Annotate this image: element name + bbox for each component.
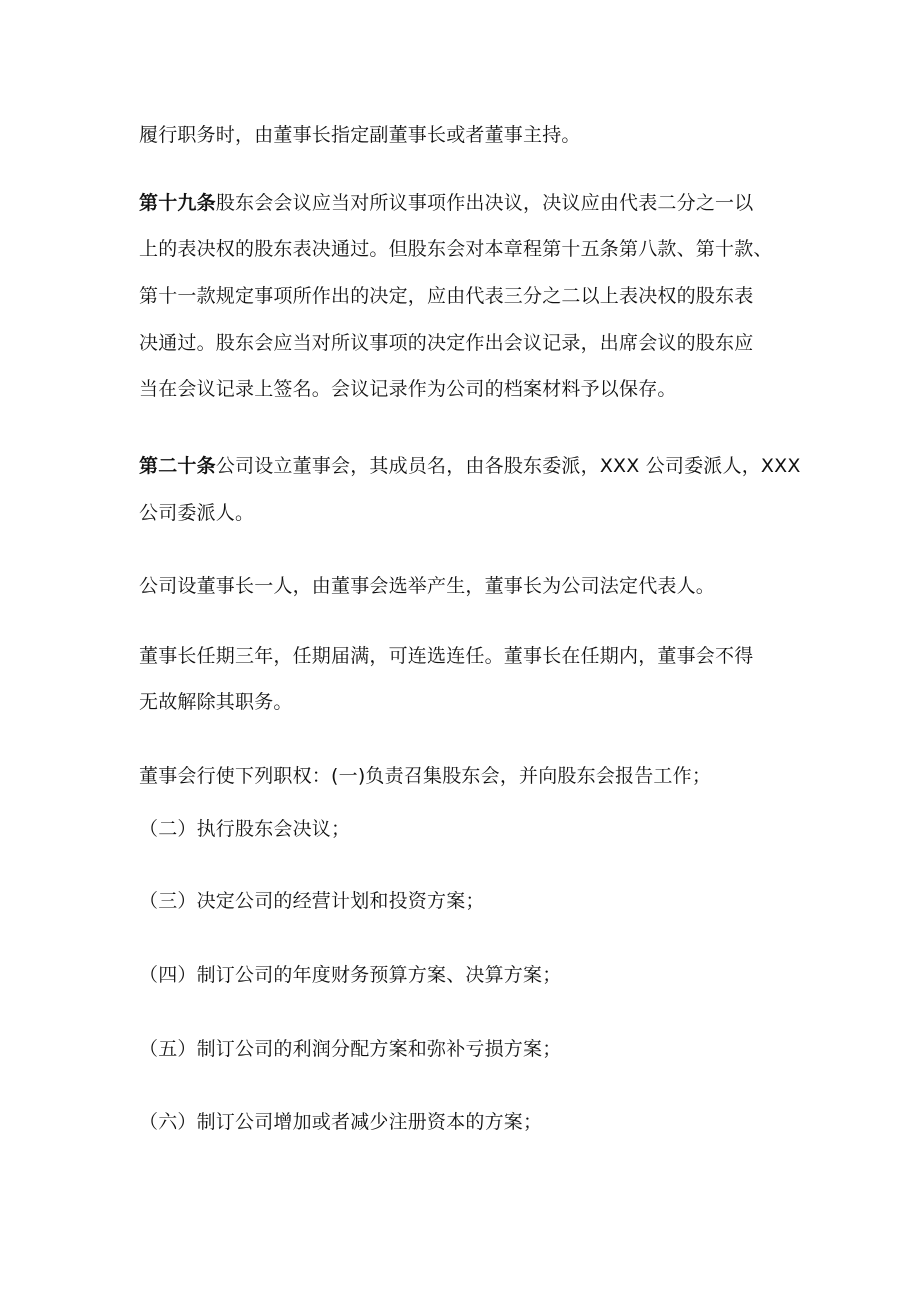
- article-20-text: 公司设立董事会，其成员名，由各股东委派，XXX 公司委派人，XXX: [215, 455, 801, 477]
- chairman-paragraph: [139, 573, 715, 599]
- powers-item-5: [139, 1036, 561, 1062]
- article-19-text: 第十一款规定事项所作出的决定，应由代表三分之二以上表决权的股东表: [139, 285, 754, 307]
- article-19-line-3: [139, 283, 753, 309]
- article-19-text: 股东会会议应当对所议事项作出决议，决议应由代表二分之一以: [215, 192, 754, 214]
- powers-item-4: [139, 962, 561, 988]
- powers-item-text: （四）制订公司的年度财务预算方案、决算方案；: [139, 964, 562, 986]
- powers-item-text: （三）决定公司的经营计划和投资方案；: [139, 890, 485, 912]
- term-line-2: [139, 689, 293, 715]
- powers-intro-text: 董事会行使下列职权：(一)负责召集股东会，并向股东会报告工作；: [139, 765, 712, 787]
- article-19-line-5: [139, 376, 677, 402]
- term-line-1: [139, 643, 753, 669]
- term-text: 董事长任期三年，任期届满，可连选连任。董事长在任期内，董事会不得: [139, 645, 754, 667]
- article-19-line-2: [139, 236, 773, 262]
- paragraph-text: 履行职务时，由董事长指定副董事长或者董事主持。: [139, 124, 581, 146]
- powers-item-2: [139, 816, 350, 842]
- powers-item-text: （六）制订公司增加或者减少注册资本的方案；: [139, 1111, 543, 1133]
- powers-intro: [139, 763, 711, 789]
- term-text: 无故解除其职务。: [139, 691, 293, 713]
- article-20-line-1: [139, 453, 801, 479]
- article-19-line-4: [139, 330, 753, 356]
- article-19-heading: 第十九条: [139, 192, 216, 214]
- powers-item-3: [139, 888, 485, 914]
- chairman-text: 公司设董事长一人，由董事会选举产生，董事长为公司法定代表人。: [139, 575, 716, 597]
- paragraph-intro-line: [139, 122, 581, 148]
- article-19-text: 当在会议记录上签名。会议记录作为公司的档案材料予以保存。: [139, 378, 677, 400]
- powers-item-6: [139, 1109, 542, 1135]
- article-19-line-1: [139, 190, 753, 216]
- article-20-heading: 第二十条: [139, 455, 216, 477]
- article-19-text: 决通过。股东会应当对所议事项的决定作出会议记录，出席会议的股东应: [139, 332, 754, 354]
- article-20-line-2: [139, 500, 254, 526]
- article-19-text: 上的表决权的股东表决通过。但股东会对本章程第十五条第八款、第十款、: [139, 238, 773, 260]
- article-20-text: 公司委派人。: [139, 502, 255, 524]
- powers-item-text: （五）制订公司的利润分配方案和弥补亏损方案；: [139, 1038, 562, 1060]
- powers-item-text: （二）执行股东会决议；: [139, 818, 351, 840]
